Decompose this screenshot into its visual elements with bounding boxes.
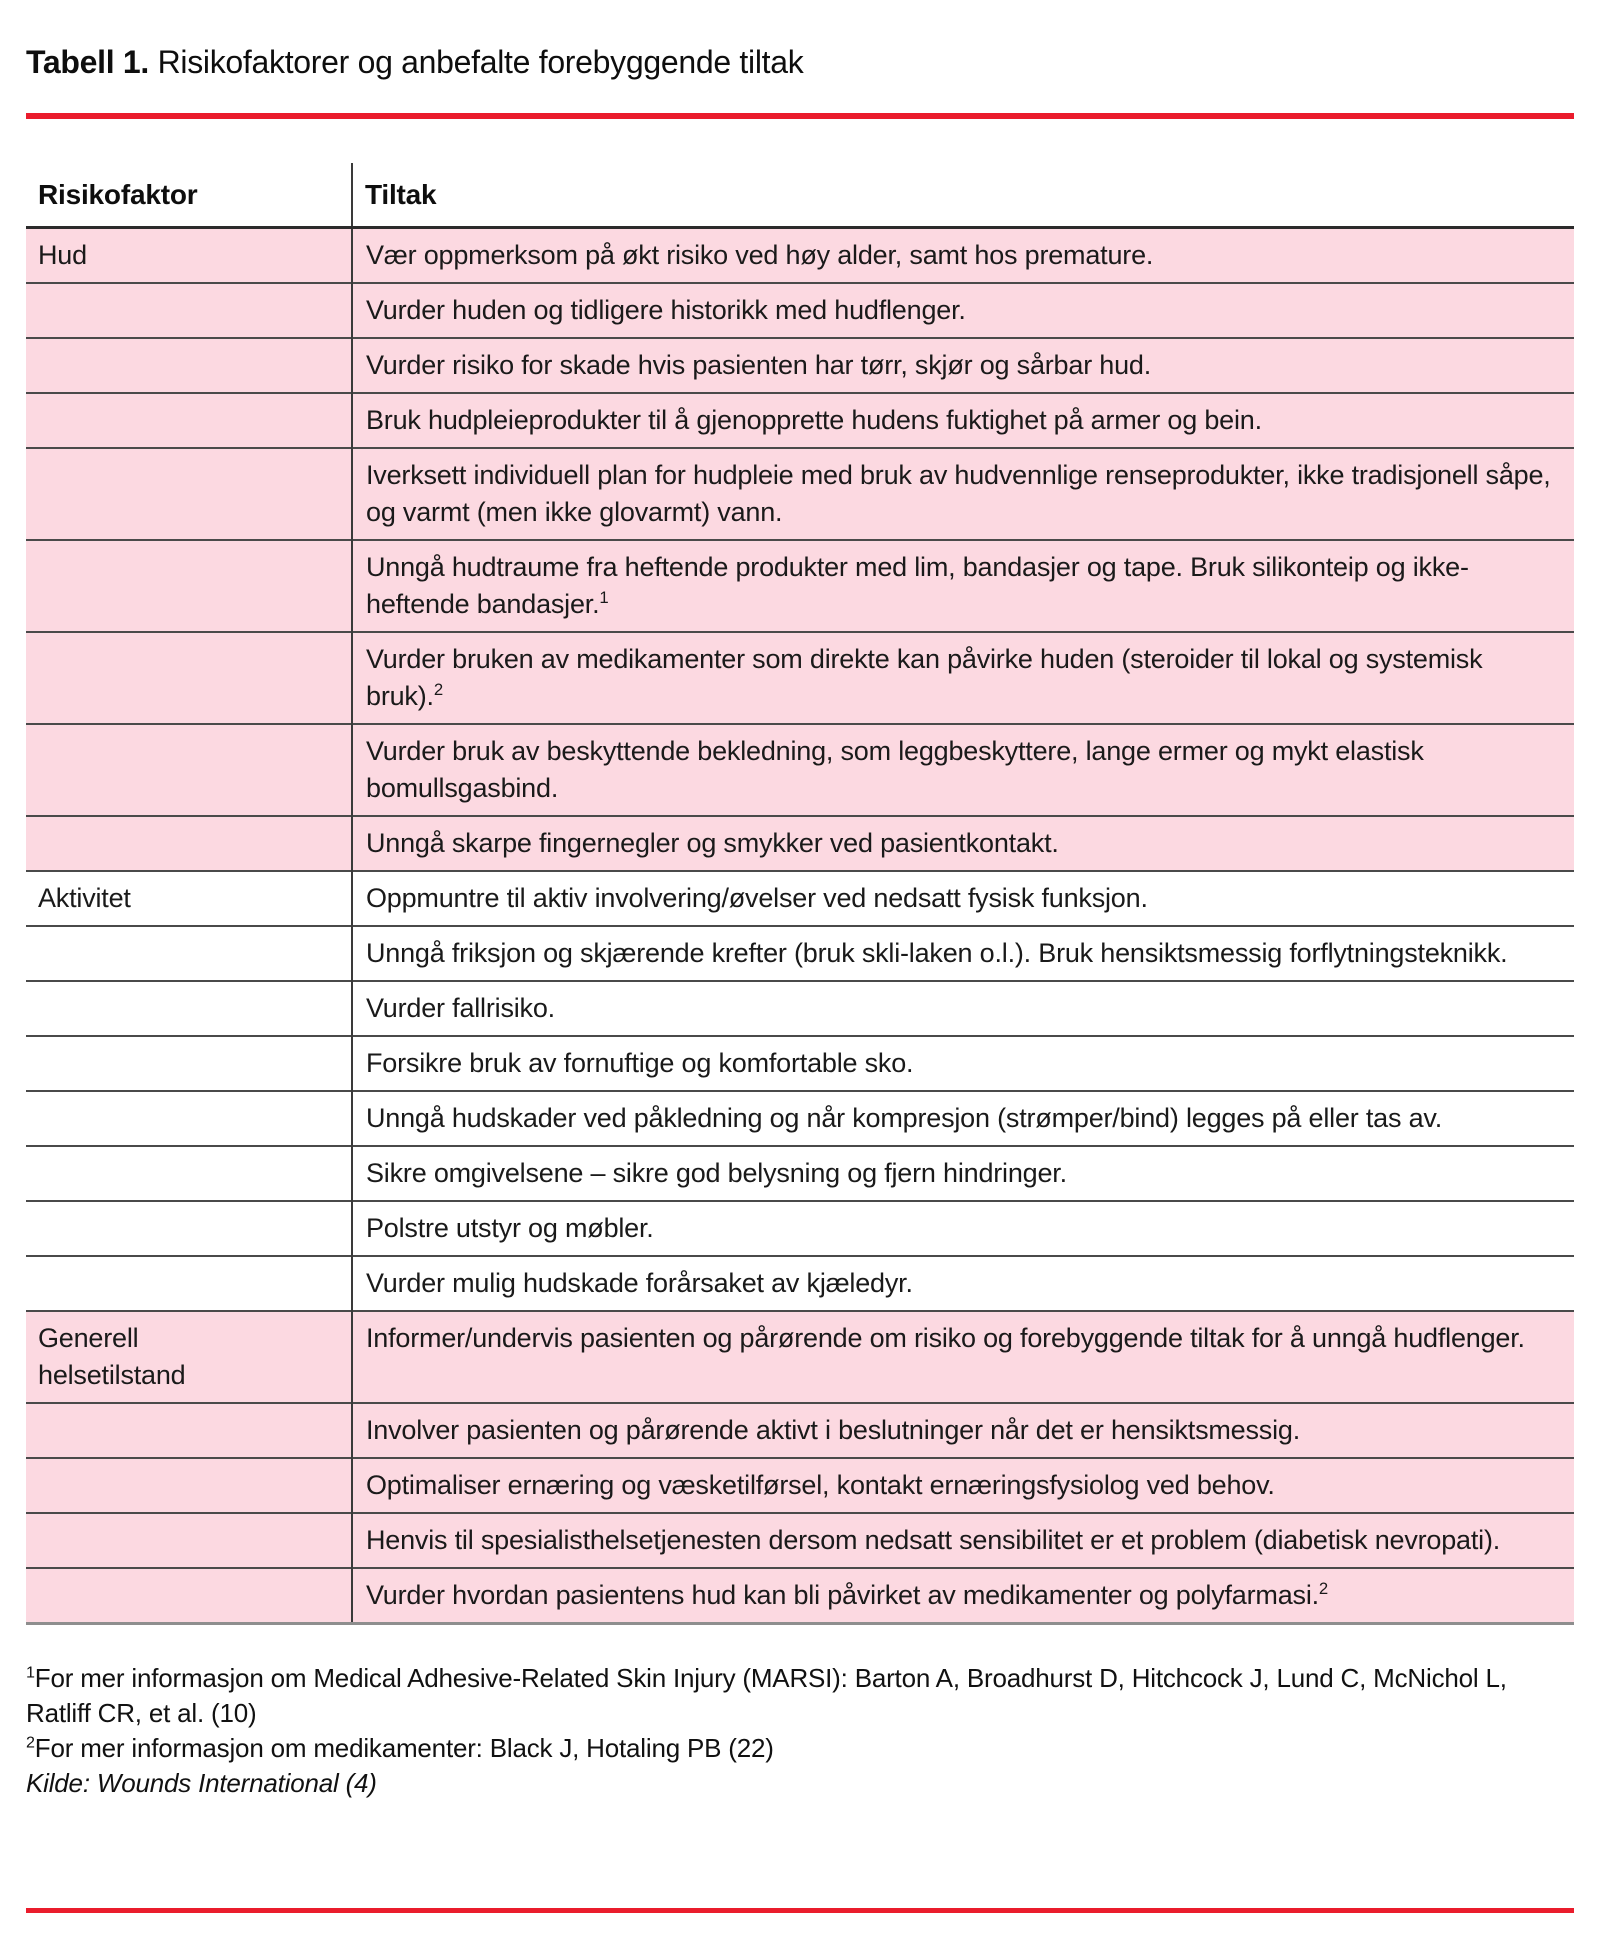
table-row <box>26 1256 1574 1311</box>
table-title <box>26 42 1574 82</box>
table-row <box>26 1513 1574 1568</box>
table-row <box>26 1403 1574 1458</box>
table-row <box>26 448 1574 540</box>
column-header-risikofaktor: Risikofaktor <box>26 163 352 228</box>
table-row <box>26 871 1574 926</box>
footnote: $^2$For mer informasjon om medikamenter: Black J, Hotaling PB (22) <box>26 1733 774 1763</box>
table-header <box>26 163 1574 228</box>
risikofaktor-cell <box>26 1201 352 1256</box>
table-title-text: Risikofaktorer og anbefalte forebyggende tiltak <box>148 44 804 80</box>
tiltak-cell: Unngå hudtraume fra heftende produkter med lim, bandasjer og tape. Bruk silikonteip og ikke-heftende bandasjer.$^1$ <box>352 540 1574 632</box>
table-body <box>26 228 1574 1624</box>
table-row <box>26 1036 1574 1091</box>
risikofaktor-cell <box>26 1091 352 1146</box>
tiltak-cell: Iverksett individuell plan for hudpleie med bruk av hudvennlige renseprodukter, ikke tradisjonell såpe, og varmt (men ikke glovarmt) vann. <box>352 448 1574 540</box>
risikofaktor-cell <box>26 1458 352 1513</box>
tiltak-cell: Optimaliser ernæring og væsketilførsel, kontakt ernæringsfysiolog ved behov. <box>352 1458 1574 1513</box>
footnote-marker: 2 <box>26 1733 35 1752</box>
tiltak-cell: Vær oppmerksom på økt risiko ved høy alder, samt hos premature. <box>352 228 1574 284</box>
risikofaktor-cell <box>26 1256 352 1311</box>
risikofaktor-cell <box>26 1403 352 1458</box>
risikofaktor-cell <box>26 283 352 338</box>
table-row <box>26 1146 1574 1201</box>
tiltak-cell: Vurder risiko for skade hvis pasienten har tørr, skjør og sårbar hud. <box>352 338 1574 393</box>
table-row <box>26 724 1574 816</box>
risikofaktor-cell <box>26 1513 352 1568</box>
table-row <box>26 926 1574 981</box>
table-row <box>26 283 1574 338</box>
table-row <box>26 1311 1574 1403</box>
risikofaktor-cell <box>26 632 352 724</box>
risk-factor-table <box>26 163 1574 1625</box>
table-title-number: Tabell 1. <box>26 44 149 80</box>
risikofaktor-cell <box>26 1146 352 1201</box>
footnote: $^1$For mer informasjon om Medical Adhesive-Related Skin Injury (MARSI): Barton A, Broadhurst D, Hitchcock J, Lund C, McNichol L, Ratliff CR, et al. (10) <box>26 1663 1507 1728</box>
tiltak-cell: Vurder fallrisiko. <box>352 981 1574 1036</box>
risikofaktor-cell: Hud <box>26 228 352 284</box>
risikofaktor-cell <box>26 926 352 981</box>
tiltak-cell: Polstre utstyr og møbler. <box>352 1201 1574 1256</box>
footnotes <box>26 1661 1574 1801</box>
tiltak-cell: Unngå hudskader ved påkledning og når kompresjon (strømper/bind) legges på eller tas av. <box>352 1091 1574 1146</box>
table-row <box>26 816 1574 871</box>
table-row <box>26 981 1574 1036</box>
table-row <box>26 632 1574 724</box>
tiltak-cell: Henvis til spesialisthelsetjenesten dersom nedsatt sensibilitet er et problem (diabetisk nevropati). <box>352 1513 1574 1568</box>
table-row <box>26 1201 1574 1256</box>
footnote-marker: 2 <box>1318 1579 1329 1598</box>
source-line: Kilde: Wounds International (4) <box>26 1768 377 1798</box>
table-row <box>26 540 1574 632</box>
table-row <box>26 228 1574 284</box>
tiltak-cell: Involver pasienten og pårørende aktivt i beslutninger når det er hensiktsmessig. <box>352 1403 1574 1458</box>
tiltak-cell: Vurder huden og tidligere historikk med hudflenger. <box>352 283 1574 338</box>
table-row <box>26 1568 1574 1624</box>
tiltak-cell: Oppmuntre til aktiv involvering/øvelser ved nedsatt fysisk funksjon. <box>352 871 1574 926</box>
tiltak-cell: Unngå skarpe fingernegler og smykker ved pasientkontakt. <box>352 816 1574 871</box>
risikofaktor-cell <box>26 448 352 540</box>
table-row <box>26 1091 1574 1146</box>
top-red-rule <box>26 113 1574 119</box>
tiltak-cell: Vurder hvordan pasientens hud kan bli påvirket av medikamenter og polyfarmasi.$^2$ <box>352 1568 1574 1624</box>
risikofaktor-cell <box>26 1036 352 1091</box>
table-header-row <box>26 163 1574 228</box>
tiltak-cell: Sikre omgivelsene – sikre god belysning og fjern hindringer. <box>352 1146 1574 1201</box>
footnote-marker: 2 <box>433 680 443 699</box>
table-row <box>26 1458 1574 1513</box>
risikofaktor-cell <box>26 338 352 393</box>
table-row <box>26 393 1574 448</box>
risikofaktor-cell <box>26 1568 352 1624</box>
tiltak-cell: Unngå friksjon og skjærende krefter (bruk skli-laken o.l.). Bruk hensiktsmessig forflytningsteknikk. <box>352 926 1574 981</box>
tiltak-cell: Forsikre bruk av fornuftige og komfortable sko. <box>352 1036 1574 1091</box>
risikofaktor-cell: Aktivitet <box>26 871 352 926</box>
bottom-red-rule <box>26 1908 1574 1913</box>
risikofaktor-cell <box>26 816 352 871</box>
risikofaktor-cell: Generell helsetilstand <box>26 1311 352 1403</box>
tiltak-cell: Informer/undervis pasienten og pårørende om risiko og forebyggende tiltak for å unngå hudflenger. <box>352 1311 1574 1403</box>
footnote-marker: 1 <box>26 1663 35 1682</box>
column-header-tiltak: Tiltak <box>352 163 1574 228</box>
footnote-marker: 1 <box>599 588 609 607</box>
tiltak-cell: Vurder bruk av beskyttende bekledning, som leggbeskyttere, lange ermer og mykt elastisk bomullsgasbind. <box>352 724 1574 816</box>
risikofaktor-cell <box>26 540 352 632</box>
risikofaktor-cell <box>26 981 352 1036</box>
table-row <box>26 338 1574 393</box>
risikofaktor-cell <box>26 393 352 448</box>
risikofaktor-cell <box>26 724 352 816</box>
tiltak-cell: Vurder bruken av medikamenter som direkte kan påvirke huden (steroider til lokal og systemisk bruk).$^2$ <box>352 632 1574 724</box>
tiltak-cell: Bruk hudpleieprodukter til å gjenopprette hudens fuktighet på armer og bein. <box>352 393 1574 448</box>
tiltak-cell: Vurder mulig hudskade forårsaket av kjæledyr. <box>352 1256 1574 1311</box>
